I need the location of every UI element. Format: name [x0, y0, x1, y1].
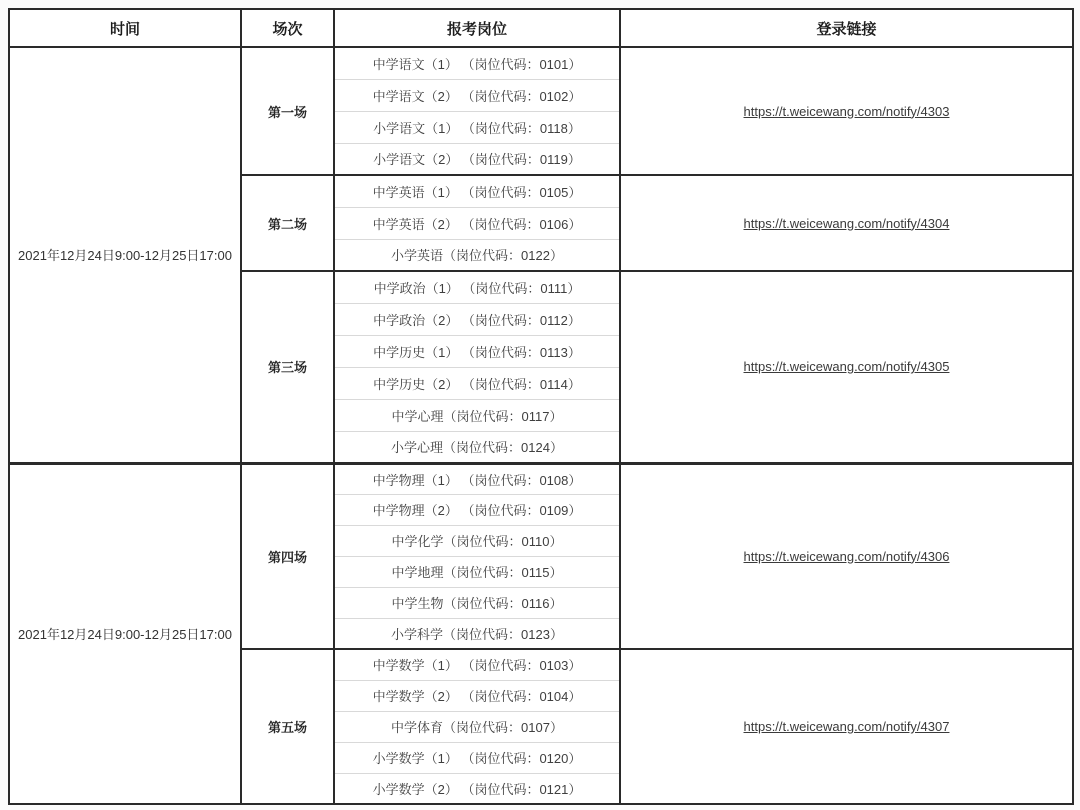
position-cell: 小学数学（2） （岗位代码：0121） [334, 773, 620, 804]
table-header-row [9, 9, 1073, 47]
login-link-cell [620, 649, 1073, 804]
position-cell: 中学体育（岗位代码：0107） [334, 711, 620, 742]
login-link-cell [620, 47, 1073, 175]
position-cell: 中学物理（1） （岗位代码：0108） [334, 463, 620, 494]
header-cell-link: 登录链接 [620, 9, 1073, 47]
position-cell: 小学语文（2） （岗位代码：0119） [334, 143, 620, 175]
position-cell: 中学地理（岗位代码：0115） [334, 556, 620, 587]
login-link[interactable]: https://t.weicewang.com/notify/4307 [743, 719, 950, 734]
login-link-cell [620, 463, 1073, 649]
position-cell: 中学历史（1） （岗位代码：0113） [334, 335, 620, 367]
table-row [9, 463, 1073, 494]
session-cell: 第二场 [241, 175, 334, 271]
position-cell: 中学化学（岗位代码：0110） [334, 525, 620, 556]
session-cell: 第五场 [241, 649, 334, 804]
position-cell: 中学物理（2） （岗位代码：0109） [334, 494, 620, 525]
table-row [9, 47, 1073, 79]
exam-schedule-table [8, 8, 1074, 805]
position-cell: 小学心理（岗位代码：0124） [334, 431, 620, 463]
position-cell: 中学语文（2） （岗位代码：0102） [334, 79, 620, 111]
time-cell: 2021年12月24日9:00-12月25日17:00 [9, 47, 241, 463]
position-cell: 中学生物（岗位代码：0116） [334, 587, 620, 618]
position-cell: 中学历史（2） （岗位代码：0114） [334, 367, 620, 399]
position-cell: 小学科学（岗位代码：0123） [334, 618, 620, 649]
position-cell: 中学数学（2） （岗位代码：0104） [334, 680, 620, 711]
login-link[interactable]: https://t.weicewang.com/notify/4305 [743, 359, 950, 375]
header-cell-position: 报考岗位 [334, 9, 620, 47]
login-link[interactable]: https://t.weicewang.com/notify/4304 [743, 215, 950, 231]
position-cell: 中学政治（2） （岗位代码：0112） [334, 303, 620, 335]
session-cell: 第四场 [241, 463, 334, 649]
login-link-cell [620, 175, 1073, 271]
login-link[interactable]: https://t.weicewang.com/notify/4306 [743, 548, 950, 564]
session-cell: 第三场 [241, 271, 334, 463]
header-cell-time: 时间 [9, 9, 241, 47]
position-cell: 中学数学（1） （岗位代码：0103） [334, 649, 620, 680]
position-cell: 中学心理（岗位代码：0117） [334, 399, 620, 431]
position-cell: 小学数学（1） （岗位代码：0120） [334, 742, 620, 773]
time-cell: 2021年12月24日9:00-12月25日17:00 [9, 463, 241, 804]
session-cell: 第一场 [241, 47, 334, 175]
position-cell: 中学英语（2） （岗位代码：0106） [334, 207, 620, 239]
login-link-cell [620, 271, 1073, 463]
position-cell: 中学英语（1） （岗位代码：0105） [334, 175, 620, 207]
position-cell: 中学政治（1） （岗位代码：0111） [334, 271, 620, 303]
position-cell: 小学英语（岗位代码：0122） [334, 239, 620, 271]
position-cell: 小学语文（1） （岗位代码：0118） [334, 111, 620, 143]
login-link[interactable]: https://t.weicewang.com/notify/4303 [743, 103, 950, 119]
position-cell: 中学语文（1） （岗位代码：0101） [334, 47, 620, 79]
header-cell-session: 场次 [241, 9, 334, 47]
